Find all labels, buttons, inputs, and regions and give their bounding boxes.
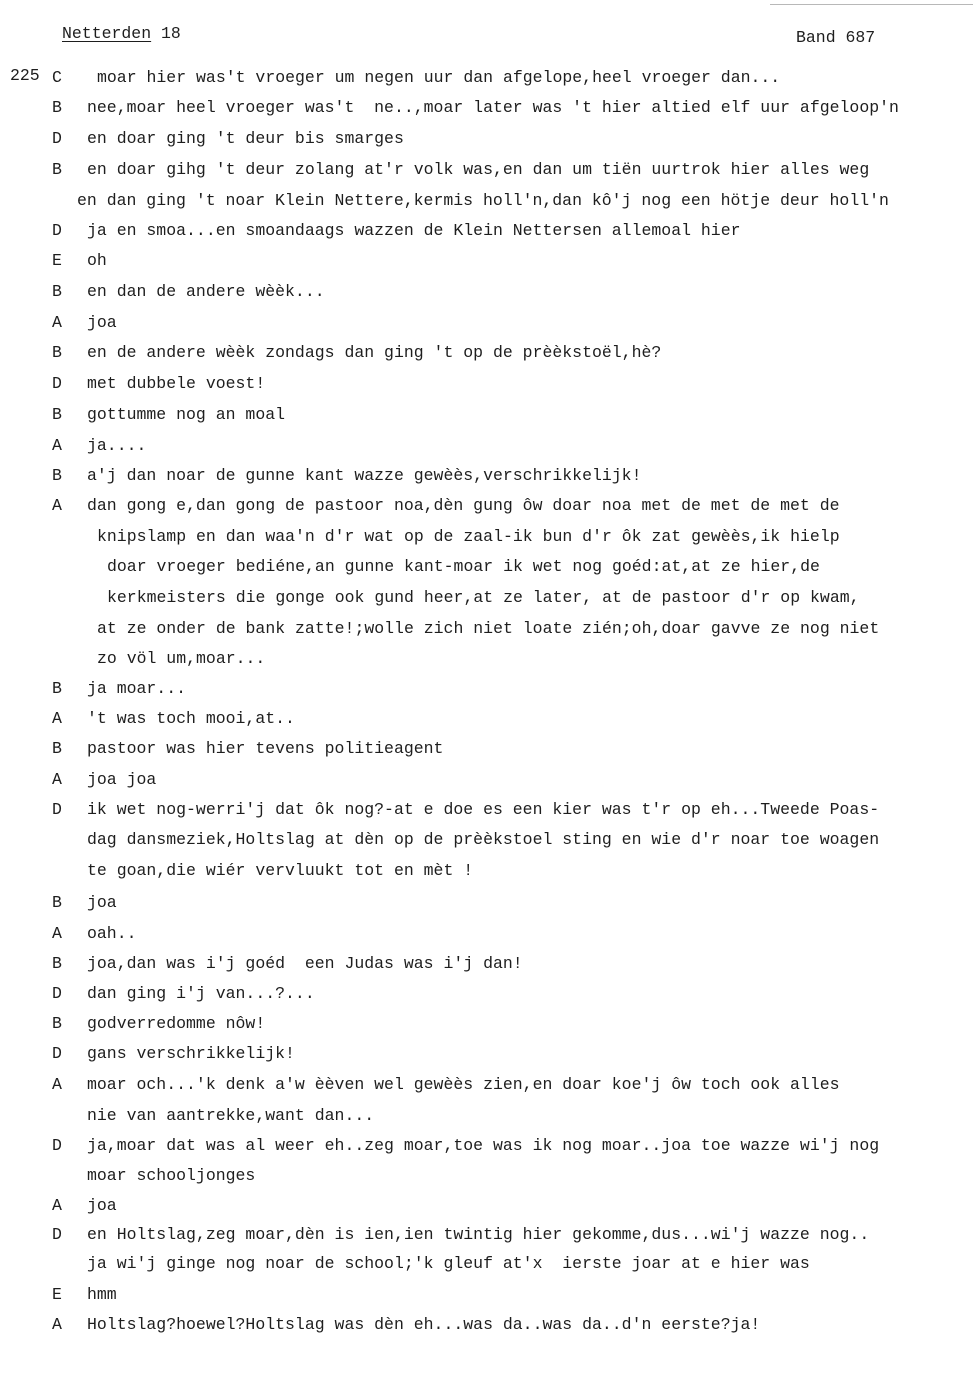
speaker-label: A — [52, 709, 62, 728]
transcript-line: joa — [87, 313, 117, 332]
speaker-label: D — [52, 1044, 62, 1063]
top-rule — [770, 4, 973, 5]
transcript-line: ik wet nog-werri'j dat ôk nog?-at e doe es een kier was t'r op eh...Tweede Poas- — [87, 800, 880, 819]
transcript-line: godverredomme nôw! — [87, 1014, 266, 1033]
speaker-label: D — [52, 221, 62, 240]
speaker-label: B — [52, 405, 62, 424]
transcript-line: moar och...'k denk a'w èèven wel gewèès zien,en doar koe'j ôw toch ook alles — [87, 1075, 840, 1094]
speaker-label: B — [52, 466, 62, 485]
speaker-label: E — [52, 1285, 62, 1304]
speaker-label: A — [52, 1075, 62, 1094]
transcript-line: Holtslag?hoewel?Holtslag was dèn eh...was da..was da..d'n eerste?ja! — [87, 1315, 761, 1334]
transcript-line: ja.... — [87, 436, 147, 455]
speaker-label: A — [52, 313, 62, 332]
speaker-label: A — [52, 436, 62, 455]
speaker-label: B — [52, 1014, 62, 1033]
transcript-line: 't was toch mooi,at.. — [87, 709, 295, 728]
transcript-line: dan gong e,dan gong de pastoor noa,dèn gung ôw doar noa met de met de met de — [87, 496, 840, 515]
transcript-line: nie van aantrekke,want dan... — [87, 1106, 375, 1125]
transcript-line: hmm — [87, 1285, 117, 1304]
transcript-line: ja en smoa...en smoandaags wazzen de Klein Nettersen allemoal hier — [87, 221, 741, 240]
speaker-label: A — [52, 496, 62, 515]
transcript-line: en Holtslag,zeg moar,dèn is ien,ien twintig hier gekomme,dus...wi'j wazze nog.. — [87, 1225, 870, 1244]
speaker-label: B — [52, 343, 62, 362]
speaker-label: D — [52, 129, 62, 148]
transcript-line: en doar gihg 't deur zolang at'r volk was,en dan um tiën uurtrok hier alles weg — [87, 160, 870, 179]
speaker-label: A — [52, 1315, 62, 1334]
speaker-label: B — [52, 282, 62, 301]
transcript-line: ja moar... — [87, 679, 187, 698]
transcript-line: en dan de andere wèèk... — [87, 282, 325, 301]
speaker-label: D — [52, 800, 62, 819]
transcript-line: met dubbele voest! — [87, 374, 266, 393]
speaker-label: A — [52, 770, 62, 789]
transcript-line: en dan ging 't noar Klein Nettere,kermis holl'n,dan kô'j nog een hötje deur holl'n — [77, 191, 889, 210]
place-name: Netterden — [62, 24, 152, 43]
speaker-label: B — [52, 160, 62, 179]
transcript-line: kerkmeisters die gonge ook gund heer,at ze later, at de pastoor d'r op kwam, — [107, 588, 860, 607]
speaker-label: C — [52, 68, 62, 87]
transcript-line: gottumme nog an moal — [87, 405, 286, 424]
transcript-line: gans verschrikkelijk! — [87, 1044, 295, 1063]
speaker-label: B — [52, 954, 62, 973]
transcript-line: dan ging i'j van...?... — [87, 984, 315, 1003]
transcript-line: nee,moar heel vroeger was't ne..,moar later was 't hier altied elf uur afgeloop'n — [87, 98, 899, 117]
band-label: Band 687 — [796, 28, 876, 47]
transcript-line: knipslamp en dan waa'n d'r wat op de zaal-ik bun d'r ôk zat gewèès,ik hielp — [97, 527, 840, 546]
transcript-line: moar hier was't vroeger um negen uur dan afgelope,heel vroeger dan... — [97, 68, 781, 87]
speaker-label: A — [52, 924, 62, 943]
transcript-line: dag dansmeziek,Holtslag at dèn op de prèèkstoel sting en wie d'r noar toe woagen — [87, 830, 880, 849]
transcript-line: ja,moar dat was al weer eh..zeg moar,toe was ik nog moar..joa toe wazze wi'j nog — [87, 1136, 880, 1155]
speaker-label: D — [52, 1225, 62, 1244]
speaker-label: D — [52, 374, 62, 393]
speaker-label: D — [52, 984, 62, 1003]
transcript-line: oah.. — [87, 924, 137, 943]
page-header-left — [62, 24, 181, 43]
transcript-line: joa,dan was i'j goéd een Judas was i'j dan! — [87, 954, 523, 973]
speaker-label: B — [52, 893, 62, 912]
transcript-line: ja wi'j ginge nog noar de school;'k gleuf at'x ierste joar at e hier was — [87, 1254, 810, 1273]
transcript-line: moar schooljonges — [87, 1166, 256, 1185]
speaker-label: E — [52, 251, 62, 270]
transcript-line: joa — [87, 1196, 117, 1215]
transcript-line: at ze onder de bank zatte!;wolle zich niet loate zién;oh,doar gavve ze nog niet — [97, 619, 880, 638]
page-number: 18 — [161, 24, 181, 43]
transcript-line: joa — [87, 893, 117, 912]
transcript-line: en doar ging 't deur bis smarges — [87, 129, 404, 148]
transcript-line: joa joa — [87, 770, 157, 789]
speaker-label: B — [52, 679, 62, 698]
speaker-label: B — [52, 98, 62, 117]
speaker-label: A — [52, 1196, 62, 1215]
transcript-line: doar vroeger bediéne,an gunne kant-moar ik wet nog goéd:at,at ze hier,de — [107, 557, 820, 576]
transcript-line: te goan,die wiér vervluukt tot en mèt ! — [87, 861, 474, 880]
line-number: 225 — [10, 66, 40, 85]
transcript-line: a'j dan noar de gunne kant wazze gewèès,verschrikkelijk! — [87, 466, 642, 485]
transcript-line: oh — [87, 251, 107, 270]
transcript-line: en de andere wèèk zondags dan ging 't op de prèèkstoël,hè? — [87, 343, 662, 362]
speaker-label: D — [52, 1136, 62, 1155]
speaker-label: B — [52, 739, 62, 758]
transcript-line: pastoor was hier tevens politieagent — [87, 739, 444, 758]
transcript-line: zo völ um,moar... — [97, 649, 266, 668]
